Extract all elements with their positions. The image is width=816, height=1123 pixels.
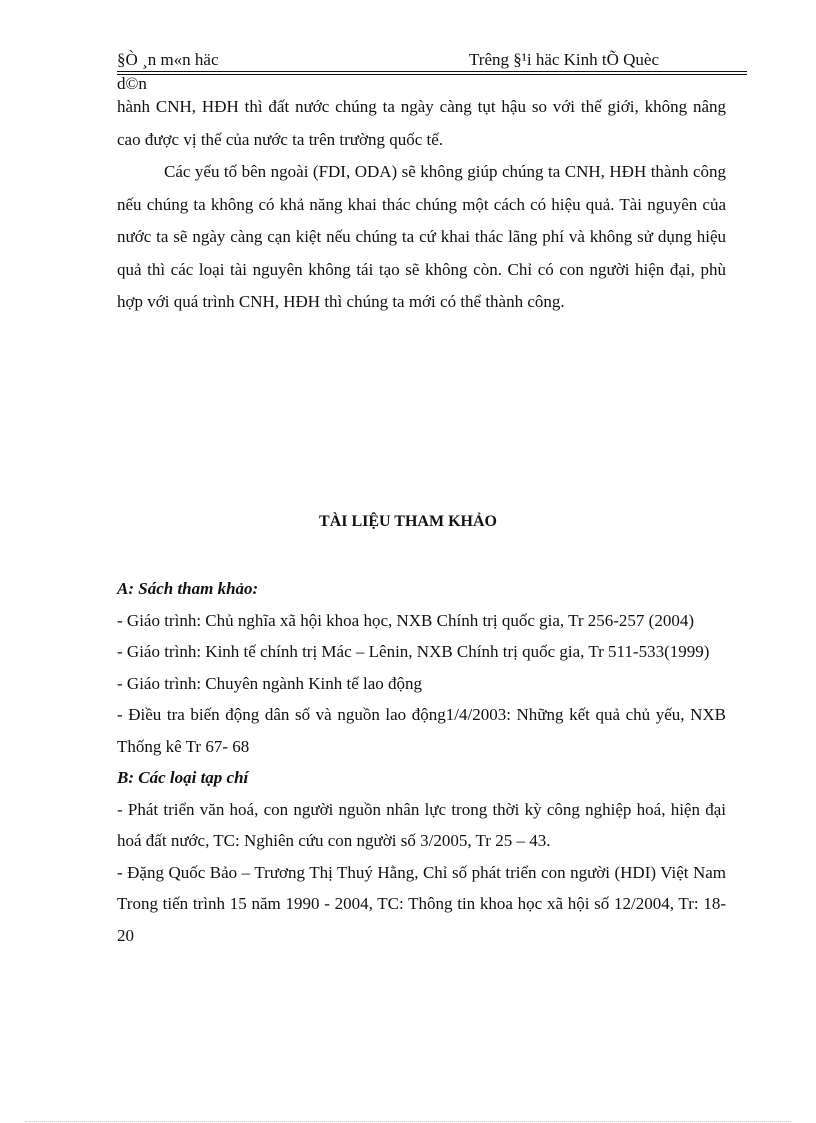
- reference-item: - Giáo trình: Chủ nghĩa xã hội khoa học, NXB Chính trị quốc gia, Tr 256-257 (2004): [117, 610, 695, 630]
- header-left-text: §Ò ¸n m«n häc: [117, 50, 219, 69]
- reference-item: - Đặng Quốc Bảo – Trương Thị Thuý Hằng, Chỉ số phát triển con người (HDI) Việt Nam Trong tiến trình 15 năm 1990 - 2004, TC: Thông tin khoa học xã hội số 12/2004, Tr: 18-20: [117, 862, 726, 945]
- reference-item: - Giáo trình: Chuyên ngành Kinh tế lao động: [117, 673, 423, 693]
- header-rule-top: [117, 71, 747, 72]
- reference-item: - Điều tra biến động dân số và nguồn lao động1/4/2003: Những kết quả chủ yếu, NXB Thống kê Tr 67- 68: [117, 705, 726, 756]
- page-header: [117, 50, 747, 72]
- references-list: [117, 573, 726, 951]
- header-right-text: Trêng §¹i häc Kinh tÕ Quèc: [469, 50, 660, 69]
- reference-item: - Giáo trình: Kinh tế chính trị Mác – Lênin, NXB Chính trị quốc gia, Tr 511-533(1999): [117, 642, 710, 661]
- section-a-heading: A: Sách tham khảo:: [117, 579, 259, 598]
- section-b-heading: B: Các loại tạp chí: [117, 768, 249, 787]
- footer-divider: [25, 1121, 791, 1122]
- header-continuation: d©n: [117, 74, 147, 93]
- body-text: [117, 91, 726, 319]
- paragraph-2: Các yếu tố bên ngoài (FDI, ODA) sẽ không giúp chúng ta CNH, HĐH thành công nếu chúng ta không có khả năng khai thác chúng một cách có hiệu quả. Tài nguyên của nước ta sẽ ngày càng cạn kiệt nếu chúng ta cứ khai thác lãng phí và không sử dụng hiệu quả thì các loại tài nguyên không tái tạo sẽ không còn. Chỉ có con người hiện đại, phù hợp với quá trình CNH, HĐH thì chúng ta mới có thể thành công.: [117, 162, 726, 311]
- header-rule-bottom: [117, 74, 747, 75]
- references-title: TÀI LIỆU THAM KHẢO: [319, 513, 497, 530]
- paragraph-1: hành CNH, HĐH thì đất nước chúng ta ngày càng tụt hậu so với thế giới, không nâng cao được vị thế của nước ta trên trường quốc tế.: [117, 97, 726, 149]
- reference-item: - Phát triển văn hoá, con người nguồn nhân lực trong thời kỳ công nghiệp hoá, hiện đại hoá đất nước, TC: Nghiên cứu con người số 3/2005, Tr 25 – 43.: [117, 799, 726, 850]
